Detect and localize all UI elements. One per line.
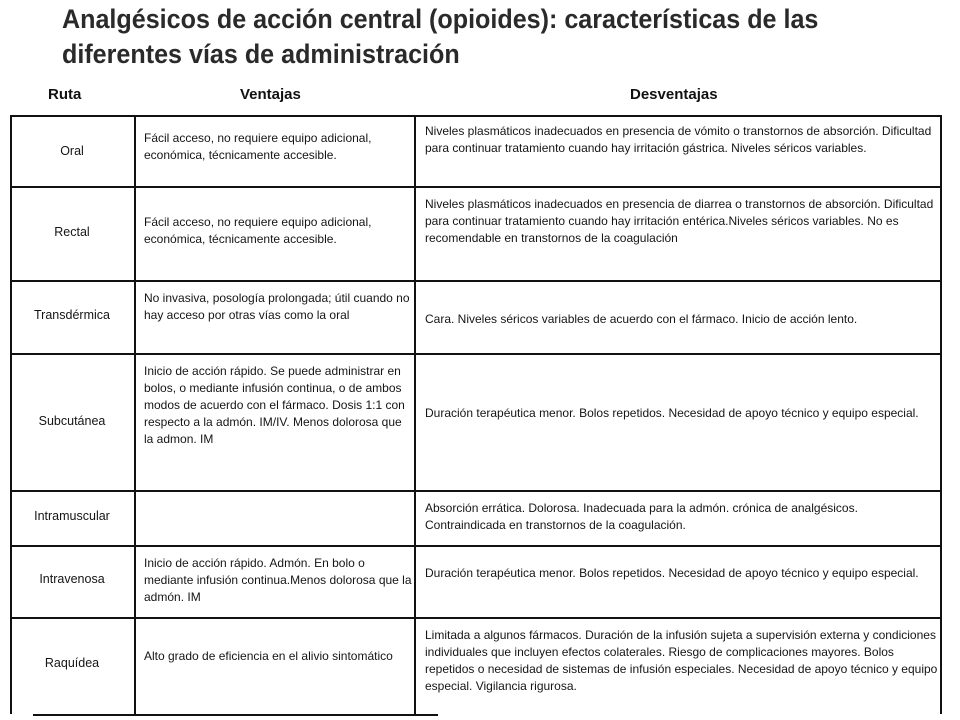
route-transdermica: Transdérmica (34, 308, 110, 322)
ventajas-transdermica: No invasiva, posología prolongada; útil cuando no hay acceso por otras vías como la oral (144, 291, 410, 322)
bottom-rule (33, 714, 438, 716)
route-rectal: Rectal (54, 225, 90, 239)
header-ruta: Ruta (48, 86, 82, 103)
row-divider (10, 280, 942, 282)
header-ventajas: Ventajas (240, 86, 301, 103)
desventajas-rectal: Niveles plasmáticos inadecuados en presencia de diarrea o transtornos de absorción. Dificultad para continuar tratamiento cuando hay irritación entérica.Niveles séricos variables. No es recomendable en transtornos de la coagulación (425, 197, 934, 245)
route-oral: Oral (60, 144, 84, 158)
header-desventajas: Desventajas (630, 86, 718, 103)
ventajas-raquidea: Alto grado de eficiencia en el alivio sintomático (144, 649, 393, 663)
col-rule-1 (134, 115, 136, 714)
route-intravenosa: Intravenosa (39, 572, 105, 586)
row-divider (10, 545, 942, 547)
route-raquidea: Raquídea (44, 656, 100, 670)
row-divider (10, 490, 942, 492)
desventajas-transdermica: Cara. Niveles séricos variables de acuerdo con el fármaco. Inicio de acción lento. (425, 312, 858, 326)
desventajas-raquidea: Limitada a algunos fármacos. Duración de la infusión sujeta a supervisión externa y condiciones individuales que incluyen efectos colaterales. Riesgo de complicaciones mayores. Bolos repetidos o necesidad de sistemas de infusión especiales. Necesidad de apoyo técnico y equipo especial. Vigilancia rigurosa. (425, 628, 938, 693)
row-divider (10, 353, 942, 355)
ventajas-rectal: Fácil acceso, no requiere equipo adicional, económica, técnicamente accesible. (144, 215, 372, 246)
desventajas-intravenosa: Duración terapéutica menor. Bolos repetidos. Necesidad de apoyo técnico y equipo especial. (425, 566, 919, 580)
ventajas-oral: Fácil acceso, no requiere equipo adicional, económica, técnicamente accesible. (144, 131, 372, 162)
route-intramuscular: Intramuscular (34, 509, 110, 523)
title-line-1: Analgésicos de acción central (opioides): características de las (62, 4, 819, 34)
desventajas-subcutanea: Duración terapéutica menor. Bolos repetidos. Necesidad de apoyo técnico y equipo especial. (425, 406, 919, 420)
route-subcutanea: Subcutánea (38, 414, 106, 428)
row-divider (10, 186, 942, 188)
ventajas-subcutanea: Inicio de acción rápido. Se puede administrar en bolos, o mediante infusión continua, o de ambos modos de acuerdo con el fármaco. Dosis 1:1 con respecto a la admón. IM/IV. Menos dolorosa que la admon. IM (144, 364, 405, 446)
col-rule-2 (414, 115, 416, 714)
header-rule (10, 115, 942, 117)
desventajas-oral: Niveles plasmáticos inadecuados en presencia de vómito o transtornos de absorción. Dificultad para continuar tratamiento cuando hay irritación gástrica. Niveles séricos variables. (425, 124, 932, 155)
row-divider (10, 617, 942, 619)
col-rule-right (940, 115, 942, 714)
title-line-2: diferentes vías de administración (62, 39, 460, 69)
ventajas-intravenosa: Inicio de acción rápido. Admón. En bolo o mediante infusión continua.Menos dolorosa que la admón. IM (144, 556, 412, 604)
desventajas-intramuscular: Absorción errática. Dolorosa. Inadecuada para la admón. crónica de analgésicos. Contraindicada en transtornos de la coagulación. (425, 501, 858, 532)
